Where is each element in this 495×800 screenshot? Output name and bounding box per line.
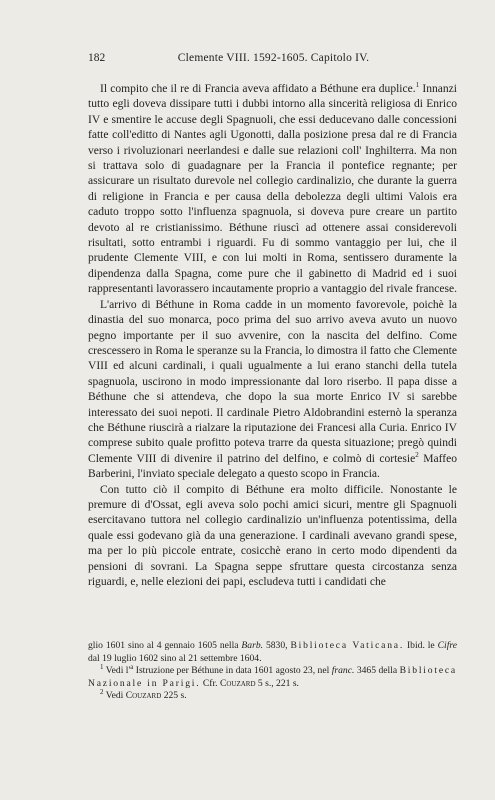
- footnote-continuation: glio 1601 sino al 4 gennaio 1605 nella Barb. 5830, Biblioteca Vaticana. Ibid. le Cifre dal 19 luglio 1602 sino al 21 settembre 1604.: [88, 640, 457, 664]
- footnotes: [88, 640, 457, 703]
- footnote-ref-2: 2: [415, 450, 419, 459]
- page-header: [88, 52, 459, 70]
- running-title: Clemente VIII. 1592-1605. Capitolo IV.: [177, 52, 370, 64]
- page-number: 182: [88, 52, 106, 64]
- footnote-2: $^2$ Vedi Couzard 225 s.: [100, 687, 187, 701]
- footnote-ref-1: 1: [415, 81, 420, 90]
- footnote-1: $^1$ Vedi $l'^a$ Istruzione per Béthune in data 1601 agosto 23, nel franc. 3465 della Biblioteca Nazionale in Parigi. Cfr. Couzard 5 s., 221 s.: [88, 662, 457, 689]
- paragraph-2: L'arrivo di Béthune in Roma cadde in un momento favorevole, poichè la dinastia del suo monarca, poco prima del suo arrivo aveva avuto un nuovo pegno importante per il suo avvenire, con la nascita del delfino. Come crescessero in Roma le speranze su la Francia, lo dimostra il fatto che Clemente VIII ed alcuni cardinali, i quali ugualmente a lui erano stanchi della tutela spagnuola, uscirono in modo impressionante dal loro riserbo. Il papa disse a Béthune che si attendeva, che dopo la sua morte Enrico IV si sarebbe interessato dei suoi nepoti. Il cardinale Pietro Aldobrandini esternò la speranza che Béthune riuscirà a rialzare la riputazione dei Francesi alla Curia. Enrico IV comprese subito quale profitto poteva trarre da questa situazione; pregò quindi Clemente VIII di divenire il patrino del delfino, e colmò di cortesie$^2$ Maffeo Barberini, l'inviato speciale delegato a questo scopo in Francia.: [88, 298, 457, 481]
- paragraph-1: Il compito che il re di Francia aveva affidato a Béthune era duplice.$^1$ Innanzi tutto egli doveva dissipare tutti i dubbi intorno alla sincerità religiosa di Enrico IV e smentire le accuse degli Spagnuoli, che essi deducevano dalle concessioni fatte coll'editto di Nantes agli Ugonotti, dalla posizione presa dal re di Francia verso i rivoluzionari neerlandesi e dalle sue relazioni coll' Inghilterra. Ma non si trattava solo di guadagnare per la Francia il pontefice regnante; per assicurare un risultato durevole nel collegio cardinalizio, che durante la guerra di religione in Francia e per causa della debolezza degli ultimi Valois era caduto troppo sotto l'influenza spagnuola, si doveva pure creare un partito devoto al re cristianissimo. Béthune riuscì ad ottenere assai considerevoli risultati, sotto entrambi i riguardi. Fu di sommo vantaggio per lui, che il prudente Clemente VIII, e con lui molti in Roma, sentissero duramente la dipendenza dalla Spagna, come pure che il gabinetto di Madrid ed i suoi rappresentanti lavorassero incautamente proprio a vantaggio del rivale francese.: [88, 81, 458, 296]
- paragraph-3: Con tutto ciò il compito di Béthune era molto difficile. Nonostante le premure di d'Ossat, egli aveva solo pochi amici sicuri, mentre gli Spagnuoli esercitavano tuttora nel collegio cardinalizio un'influenza potentissima, della quale essi godevano già da una generazione. I cardinali avevano grandi spese, ma per lo più piccole entrate, cosicchè erano in certo modo dipendenti da pensioni di sovrani. La Spagna seppe sfruttare questa circostanza senza riguardi, e, nelle elezioni dei papi, escludeva tutti i candidati che: [88, 483, 457, 588]
- main-text: [88, 82, 457, 590]
